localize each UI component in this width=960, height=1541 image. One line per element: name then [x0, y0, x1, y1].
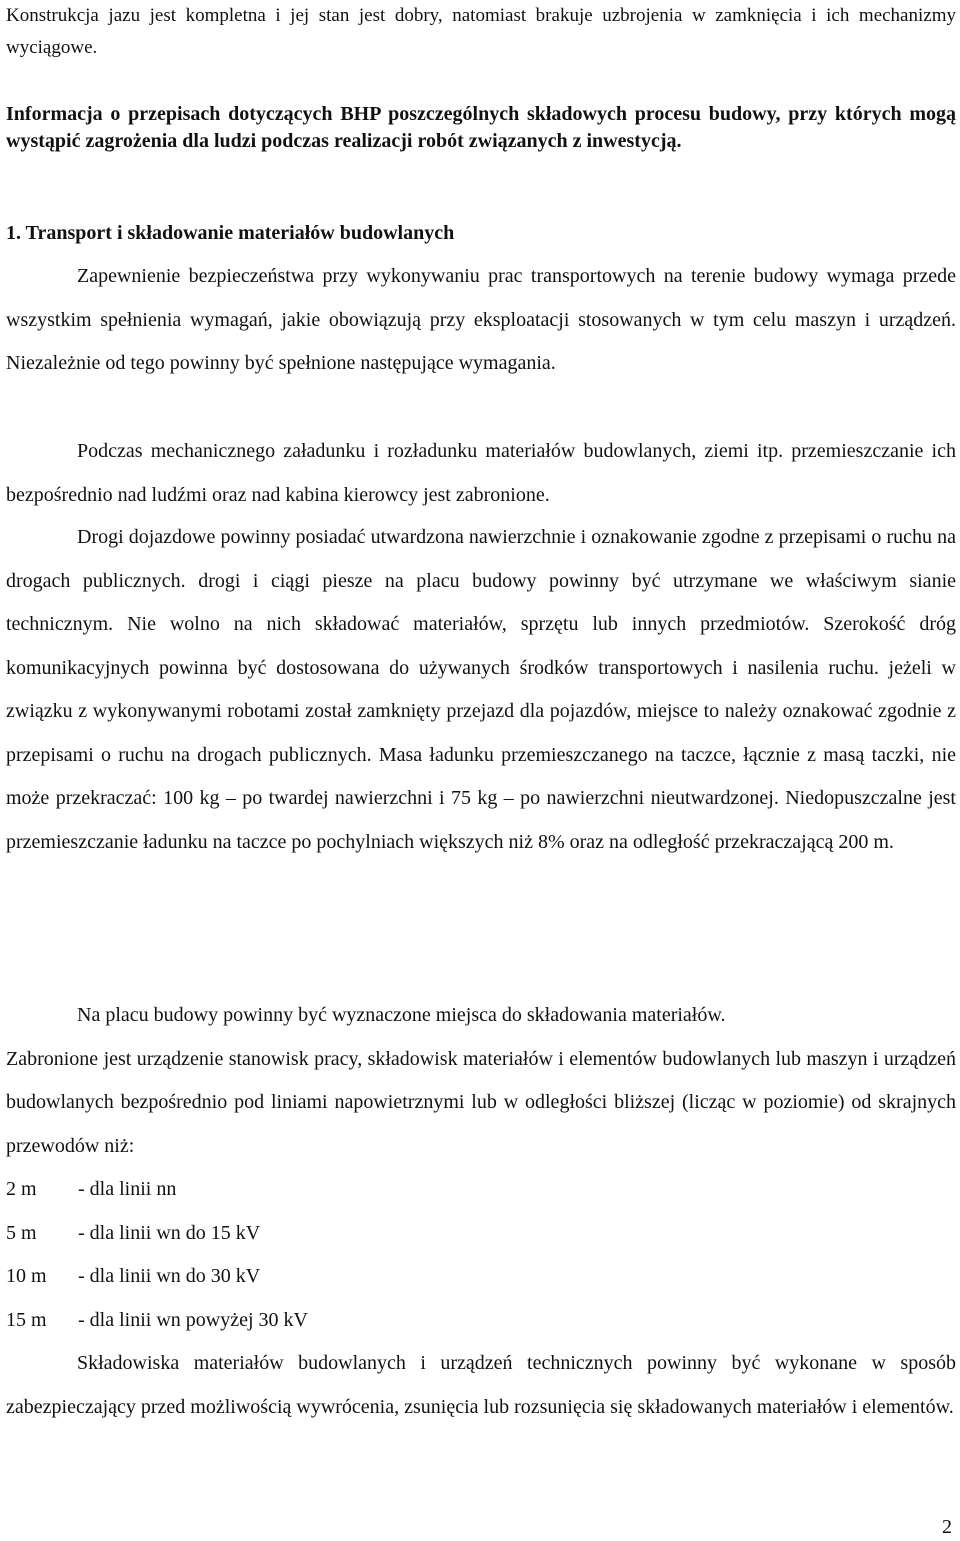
list-item	[6, 1212, 308, 1256]
distance-value: 5 m	[6, 1221, 37, 1244]
distance-value: 2 m	[6, 1178, 37, 1200]
line-type: - dla linii nn	[78, 1178, 177, 1200]
distance-value: 10 m	[6, 1265, 47, 1287]
line-type: - dla linii wn do 15 kV	[78, 1221, 261, 1244]
page-number: 2	[942, 1516, 952, 1538]
list-item	[6, 1299, 308, 1343]
storage-first-sentence: Na placu budowy powinny być wyznaczone miejsca do składowania materiałów.	[77, 1004, 726, 1026]
list-item	[6, 1168, 308, 1212]
storage-second-sentence: Zabronione jest urządzenie stanowisk pracy, składowisk materiałów i elementów budowlanych lub maszyn i urządzeń budowlanych bezpośrednio pod liniami napowietrznymi lub w odległości bliższej (licząc w poziomie) od skrajnych przewodów niż:	[6, 1047, 956, 1157]
paragraph-safety-requirements: Zapewnienie bezpieczeństwa przy wykonywaniu prac transportowych na terenie budowy wymaga przede wszystkim spełnienia wymagań, jakie obowiązują przy eksploatacji stosowanych w tym celu maszyn i urządzeń. Niezależnie od tego powinny być spełnione następujące wymagania.	[6, 265, 956, 374]
paragraph-loading: Podczas mechanicznego załadunku i rozładunku materiałów budowlanych, ziemi itp. przemieszczanie ich bezpośrednio nad ludźmi oraz nad kabina kierowcy jest zabronione.	[6, 440, 956, 506]
line-type: - dla linii wn do 30 kV	[78, 1265, 261, 1287]
line-type: - dla linii wn powyżej 30 kV	[78, 1308, 308, 1331]
paragraph-storage-safety: Składowiska materiałów budowlanych i urządzeń technicznych powinny być wykonane w sposób zabezpieczający przed możliwością wywrócenia, zsunięcia lub rozsunięcia się składowanych materiałów i elementów.	[6, 1352, 956, 1418]
paragraph-access-roads: Drogi dojazdowe powinny posiadać utwardzona nawierzchnie i oznakowanie zgodne z przepisami o ruchu na drogach publicznych. drogi i ciągi piesze na placu budowy powinny być utrzymane we właściwym sianie technicznym. Nie wolno na nich składować materiałów, sprzętu lub innych przedmiotów. Szerokość dróg komunikacyjnych powinna być dostosowana do używanych środków transportowych i nasilenia ruchu. jeżeli w związku z wykonywanymi robotami został zamknięty przejazd dla pojazdów, miejsce to należy oznakować zgodnie z przepisami o ruchu na drogach publicznych. Masa ładunku przemieszczanego na taczce, łącznie z masą taczki, nie może przekraczać: 100 kg – po twardej nawierzchni i 75 kg – po nawierzchni nieutwardzonej. Niedopuszczalne jest przemieszczanie ładunku na taczce po pochylniach większych niż 8% oraz na odległość przekraczającą 200 m.	[6, 526, 956, 853]
section-heading: Informacja o przepisach dotyczących BHP poszczególnych składowych procesu budowy, przy których mogą wystąpić zagrożenia dla ludzi podczas realizacji robót związanych z inwestycją.	[6, 103, 956, 152]
subsection-title: 1. Transport i składowanie materiałów budowlanych	[6, 222, 455, 244]
paragraph-storage	[6, 994, 956, 1168]
distance-value: 15 m	[6, 1308, 47, 1331]
list-item	[6, 1255, 308, 1299]
distance-list	[6, 1168, 308, 1342]
intro-paragraph: Konstrukcja jazu jest kompletna i jej stan jest dobry, natomiast brakuje uzbrojenia w zamknięcia i ich mechanizmy wyciągowe.	[6, 5, 956, 58]
